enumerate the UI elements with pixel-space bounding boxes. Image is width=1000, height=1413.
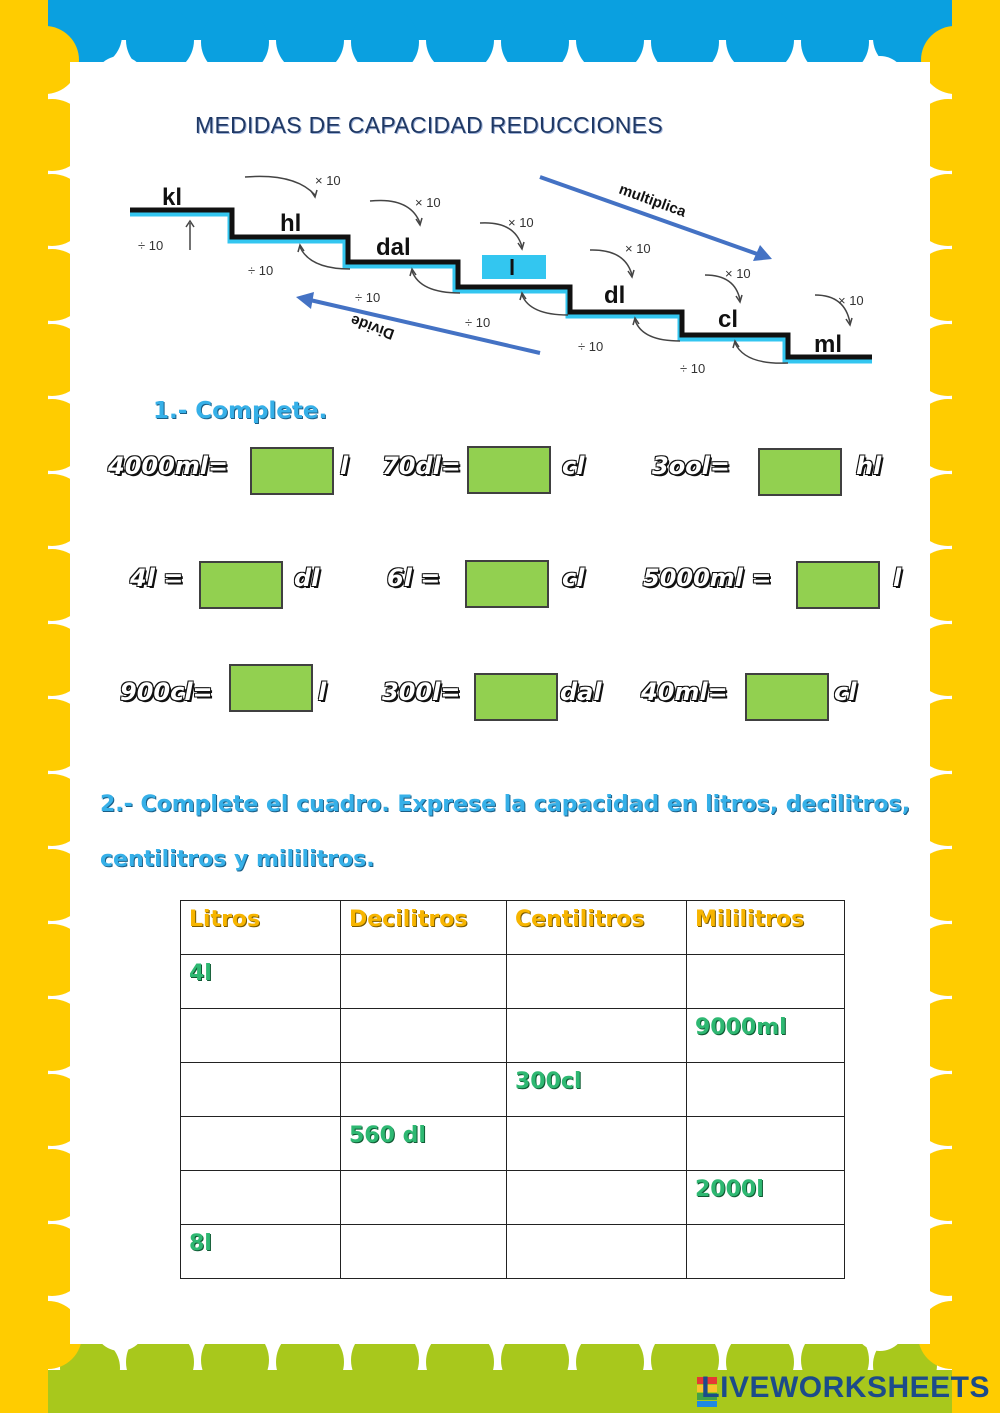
table-cell[interactable] — [507, 1009, 687, 1063]
section2-heading-line1: 2.- Complete el cuadro. Exprese la capacidad en litros, decilitros, — [100, 792, 911, 817]
answer-box-3[interactable] — [758, 448, 842, 496]
table-cell[interactable] — [687, 955, 845, 1009]
table-row — [181, 1171, 845, 1225]
table-cell: 4l — [181, 955, 341, 1009]
table-cell: 2000l — [687, 1171, 845, 1225]
header-decilitros: Decilitros — [341, 901, 507, 955]
table-cell[interactable] — [341, 1009, 507, 1063]
unit-l: l — [509, 255, 516, 280]
unit-staircase-diagram — [120, 165, 890, 380]
exercise-4-left: 4l = — [130, 564, 184, 592]
answer-box-8[interactable] — [474, 673, 558, 721]
exercise-2-unit: cl — [562, 452, 585, 480]
table-cell[interactable] — [181, 1063, 341, 1117]
answer-box-9[interactable] — [745, 673, 829, 721]
page-title: MEDIDAS DE CAPACIDAD REDUCCIONES — [195, 112, 663, 138]
header-litros: Litros — [181, 901, 341, 955]
table-row — [181, 955, 845, 1009]
table-cell: 560 dl — [341, 1117, 507, 1171]
table-cell[interactable] — [507, 955, 687, 1009]
exercise-1-unit: l — [340, 452, 349, 480]
unit-cl: cl — [718, 306, 739, 333]
table-cell[interactable] — [507, 1171, 687, 1225]
table-cell: 8l — [181, 1225, 341, 1279]
table-cell[interactable] — [341, 955, 507, 1009]
exercise-2-left: 70dl= — [382, 452, 461, 480]
multiply-op-4: × 10 — [625, 241, 651, 256]
section1-heading: 1.- Complete. — [153, 398, 328, 424]
table-header-row — [181, 901, 845, 955]
unit-kl: kl — [162, 184, 183, 211]
exercise-4-unit: dl — [294, 564, 320, 592]
table-row — [181, 1225, 845, 1279]
conversion-table — [180, 900, 845, 1279]
answer-box-7[interactable] — [229, 664, 313, 712]
multiply-op-6: × 10 — [838, 293, 864, 308]
multiply-label: multiplica — [616, 180, 689, 221]
exercise-6-left: 5000ml = — [643, 564, 772, 592]
exercise-8-unit: dal — [560, 678, 602, 706]
table-cell: 300cl — [507, 1063, 687, 1117]
answer-box-6[interactable] — [796, 561, 880, 609]
header-mililitros: Mililitros — [687, 901, 845, 955]
table-cell[interactable] — [341, 1225, 507, 1279]
exercise-9-left: 40ml= — [641, 678, 728, 706]
unit-dal: dal — [376, 234, 411, 261]
exercise-7-left: 900cl= — [120, 678, 213, 706]
divide-op-5: ÷ 10 — [578, 339, 604, 354]
table-cell[interactable] — [341, 1063, 507, 1117]
answer-box-5[interactable] — [465, 560, 549, 608]
answer-box-4[interactable] — [199, 561, 283, 609]
exercise-5-left: 6l = — [387, 564, 441, 592]
multiply-op-2: × 10 — [415, 195, 441, 210]
exercise-3-unit: hl — [856, 452, 882, 480]
table-cell[interactable] — [507, 1117, 687, 1171]
divide-op-1: ÷ 10 — [138, 238, 164, 253]
multiply-op-1: × 10 — [315, 173, 341, 188]
liveworksheets-brand[interactable]: LIVEWORKSHEETS — [701, 1371, 990, 1404]
divide-op-6: ÷ 10 — [680, 361, 706, 376]
divide-op-3: ÷ 10 — [355, 290, 381, 305]
divide-op-2: ÷ 10 — [248, 263, 274, 278]
table-cell[interactable] — [507, 1225, 687, 1279]
exercise-9-unit: cl — [834, 678, 857, 706]
exercise-7-unit: l — [318, 678, 327, 706]
table-row — [181, 1117, 845, 1171]
table-cell[interactable] — [181, 1009, 341, 1063]
table-cell[interactable] — [687, 1117, 845, 1171]
answer-box-1[interactable] — [250, 447, 334, 495]
divide-direction-arrow — [310, 300, 540, 353]
unit-hl: hl — [280, 210, 302, 237]
table-cell[interactable] — [181, 1171, 341, 1225]
table-cell: 9000ml — [687, 1009, 845, 1063]
unit-ml: ml — [814, 331, 843, 358]
exercise-1-left: 4000ml= — [108, 452, 229, 480]
exercise-3-left: 3ool= — [652, 452, 731, 480]
table-cell[interactable] — [687, 1063, 845, 1117]
table-cell[interactable] — [341, 1171, 507, 1225]
exercise-6-unit: l — [893, 564, 902, 592]
table-row — [181, 1009, 845, 1063]
exercise-8-left: 300l= — [382, 678, 461, 706]
exercise-5-unit: cl — [562, 564, 585, 592]
divide-op-4: ÷ 10 — [465, 315, 491, 330]
header-centilitros: Centilitros — [507, 901, 687, 955]
table-cell[interactable] — [687, 1225, 845, 1279]
unit-dl: dl — [604, 282, 626, 309]
multiply-op-3: × 10 — [508, 215, 534, 230]
section2-heading-line2: centilitros y mililitros. — [100, 847, 375, 872]
table-cell[interactable] — [181, 1117, 341, 1171]
divide-label: Divide — [348, 311, 397, 343]
answer-box-2[interactable] — [467, 446, 551, 494]
multiply-op-5: × 10 — [725, 266, 751, 281]
table-row — [181, 1063, 845, 1117]
